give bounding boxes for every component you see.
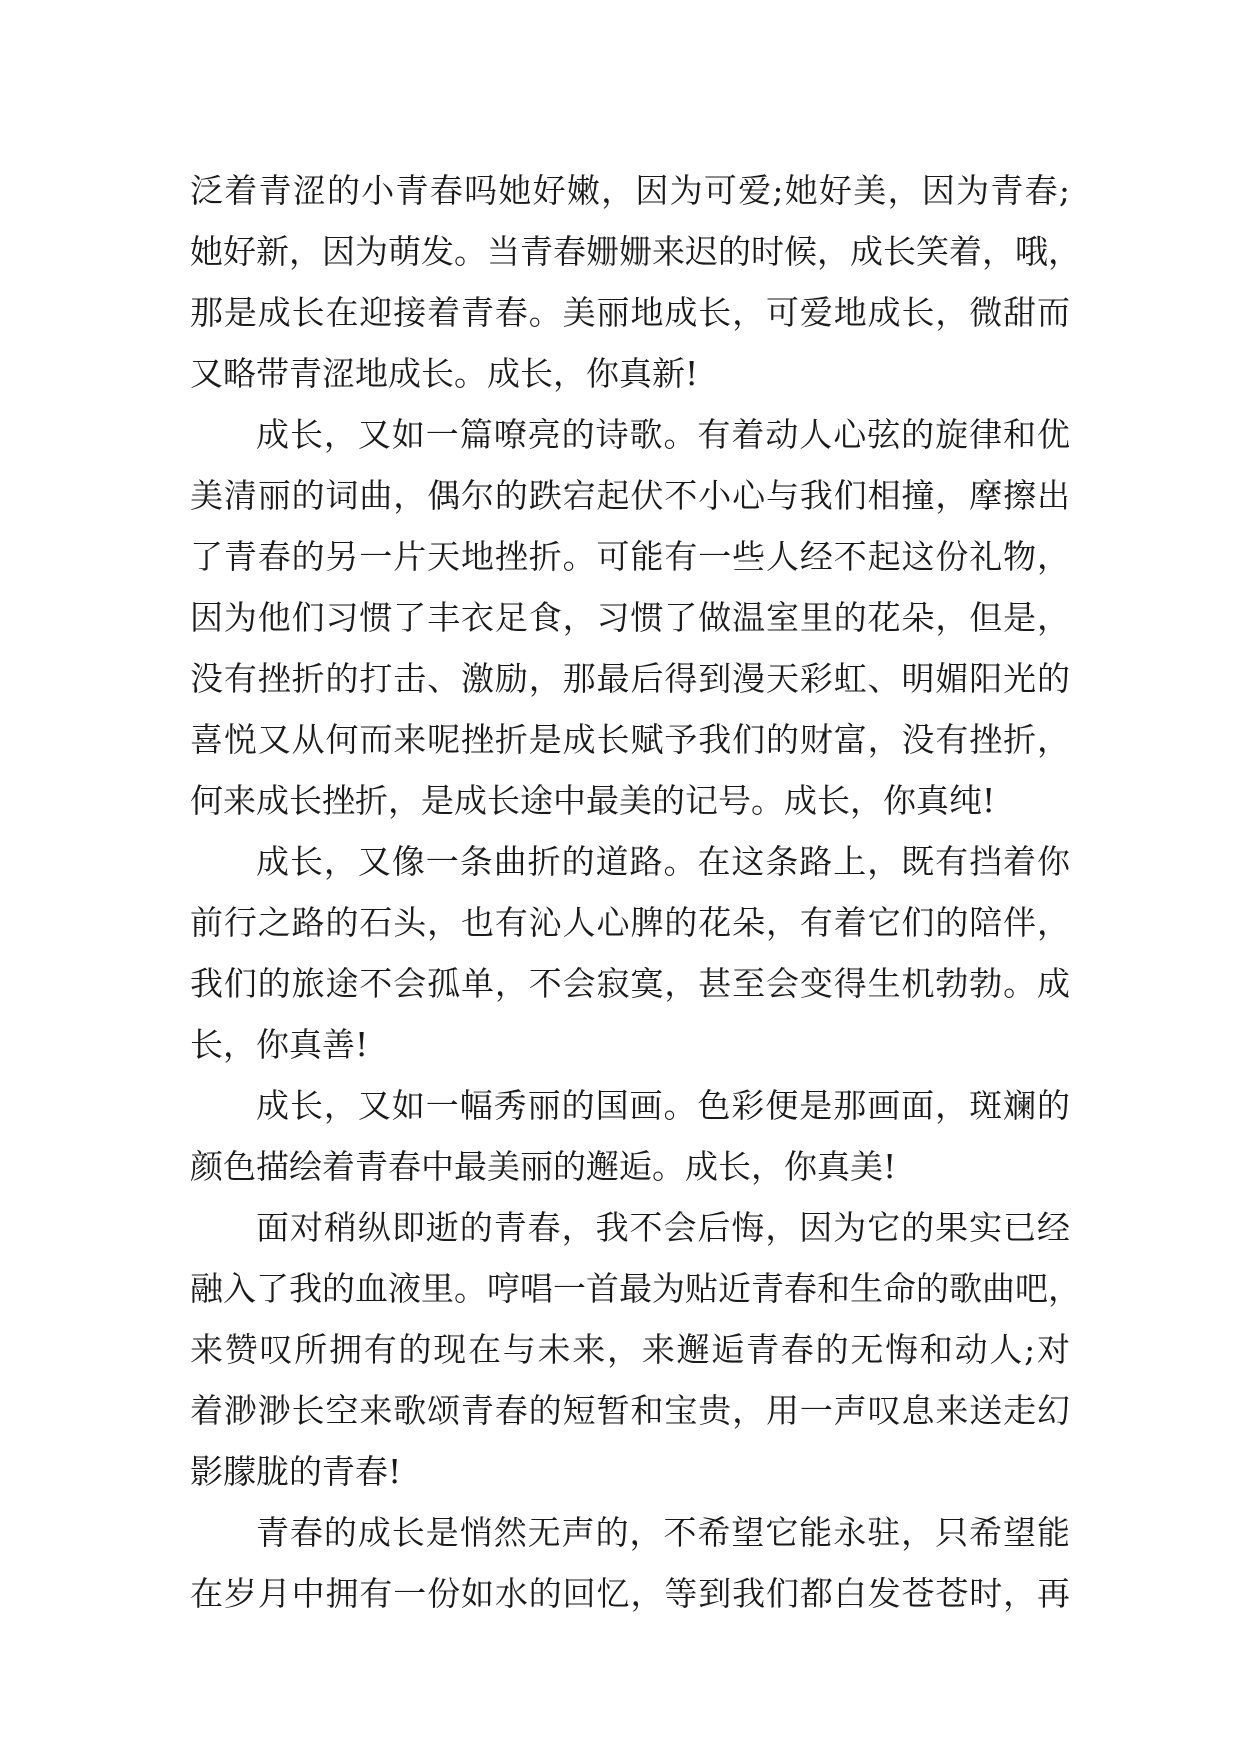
- text-line: 了青春的另一片天地挫折。可能有一些人经不起这份礼物，: [190, 537, 1070, 576]
- text-line: 融入了我的血液里。哼唱一首最为贴近青春和生命的歌曲吧，: [190, 1269, 1081, 1308]
- text-line: 来赞叹所拥有的现在与未来，来邂逅青春的无悔和动人;对: [190, 1330, 1070, 1369]
- text-line: 颜色描绘着青春中最美丽的邂逅。成长，你真美!: [190, 1147, 897, 1186]
- text-line: 她好新，因为萌发。当青春姗姗来迟的时候，成长笑着，哦，: [190, 232, 1081, 271]
- text-line: 着渺渺长空来歌颂青春的短暂和宝贵，用一声叹息来送走幻: [190, 1391, 1070, 1430]
- paragraph-first-line: 成长，又像一条曲折的道路。在这条路上，既有挡着你: [256, 842, 1070, 881]
- text-line: 因为他们习惯了丰衣足食，习惯了做温室里的花朵，但是，: [190, 598, 1070, 637]
- text-line: 前行之路的石头，也有沁人心脾的花朵，有着它们的陪伴，: [190, 903, 1070, 942]
- text-line: 美清丽的词曲，偶尔的跌宕起伏不小心与我们相撞，摩擦出: [190, 476, 1070, 515]
- text-line: 在岁月中拥有一份如水的回忆，等到我们都白发苍苍时，再: [190, 1574, 1070, 1613]
- text-line: 长，你真善!: [190, 1025, 369, 1064]
- text-line: 又略带青涩地成长。成长，你真新!: [190, 354, 699, 393]
- text-line: 那是成长在迎接着青春。美丽地成长，可爱地成长，微甜而: [190, 293, 1070, 332]
- paragraph-first-line: 成长，又如一篇嘹亮的诗歌。有着动人心弦的旋律和优: [256, 415, 1070, 454]
- paragraph-first-line: 成长，又如一幅秀丽的国画。色彩便是那画面，斑斓的: [256, 1086, 1070, 1125]
- paragraph-first-line: 青春的成长是悄然无声的，不希望它能永驻，只希望能: [256, 1513, 1070, 1552]
- essay-body: [190, 160, 1081, 1624]
- text-line: 泛着青涩的小青春吗她好嫩，因为可爱;她好美，因为青春;: [190, 171, 1070, 210]
- text-line: 没有挫折的打击、激励，那最后得到漫天彩虹、明媚阳光的: [190, 659, 1070, 698]
- text-line: 喜悦又从何而来呢挫折是成长赋予我们的财富，没有挫折，: [190, 720, 1070, 759]
- text-line: 影朦胧的青春!: [190, 1452, 402, 1491]
- text-line: 我们的旅途不会孤单，不会寂寞，甚至会变得生机勃勃。成: [190, 964, 1070, 1003]
- text-line: 何来成长挫折，是成长途中最美的记号。成长，你真纯!: [190, 781, 996, 820]
- paragraph-first-line: 面对稍纵即逝的青春，我不会后悔，因为它的果实已经: [256, 1208, 1070, 1247]
